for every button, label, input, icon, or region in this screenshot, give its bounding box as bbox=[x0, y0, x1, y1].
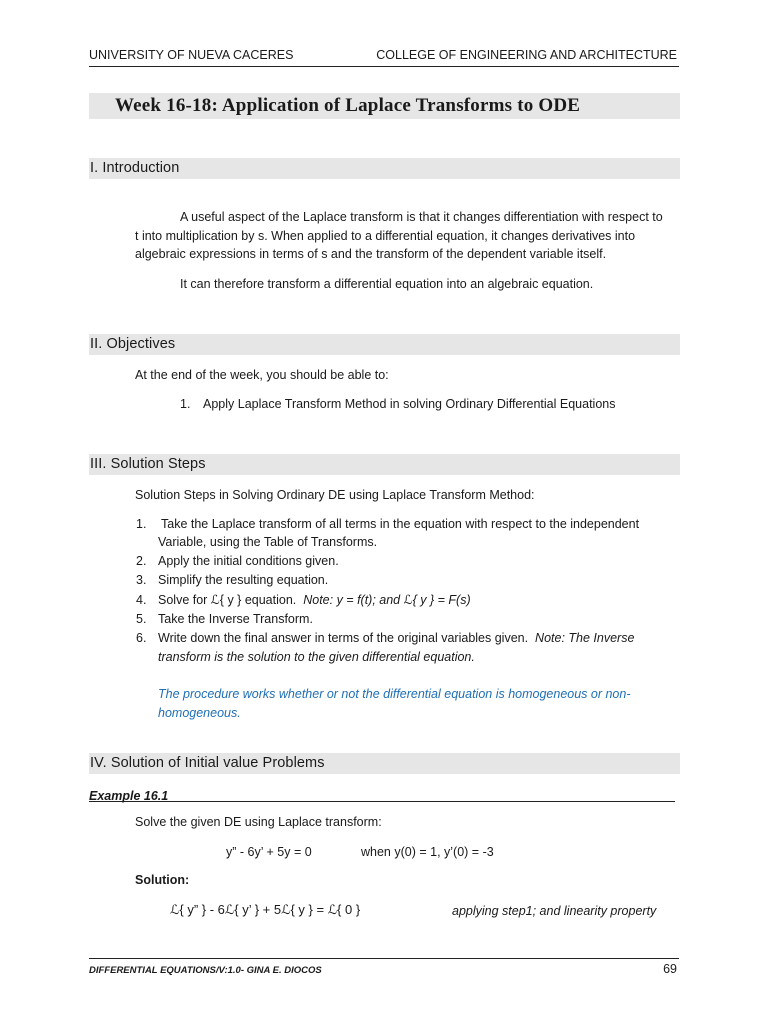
section-heading-text: I. Introduction bbox=[90, 160, 180, 176]
step-number: 4. bbox=[136, 593, 147, 607]
intro-paragraph-line: t into multiplication by s. When applied to a differential equation, it changes derivatives into bbox=[135, 229, 636, 243]
step-text bbox=[158, 629, 634, 648]
footer-course: DIFFERENTIAL EQUATIONS/V:1.0- GINA E. DIOCOS bbox=[89, 965, 322, 976]
page-header bbox=[89, 47, 679, 67]
example-rule bbox=[89, 787, 675, 802]
step-number: 3. bbox=[136, 573, 147, 587]
step-text bbox=[158, 591, 471, 610]
objective-number: 1. bbox=[180, 397, 191, 411]
section-heading-text: III. Solution Steps bbox=[90, 456, 206, 472]
header-university: UNIVERSITY OF NUEVA CACERES bbox=[89, 48, 294, 62]
intro-paragraph-line: A useful aspect of the Laplace transform is that it changes differentiation with respect to bbox=[180, 210, 663, 224]
objectives-lead: At the end of the week, you should be able to: bbox=[135, 368, 389, 382]
step-text: Variable, using the Table of Transforms. bbox=[158, 535, 378, 549]
section-heading-solution-steps bbox=[89, 454, 680, 475]
header-college: COLLEGE OF ENGINEERING AND ARCHITECTURE bbox=[376, 48, 677, 62]
step-text: Take the Inverse Transform. bbox=[158, 612, 313, 626]
step-number: 5. bbox=[136, 612, 147, 626]
step-number: 2. bbox=[136, 554, 147, 568]
solution-label: Solution: bbox=[135, 873, 190, 887]
page-title: Week 16-18: Application of Laplace Transforms to ODE bbox=[115, 95, 581, 116]
section-heading-objectives bbox=[89, 334, 680, 355]
section-heading-introduction bbox=[89, 158, 680, 179]
example-label: Example 16.1 bbox=[89, 789, 169, 803]
title-bar bbox=[89, 93, 680, 119]
step-number: 6. bbox=[136, 631, 147, 645]
step-note: Note: y = f(t); and ℒ{ y } = F(s) bbox=[303, 593, 471, 607]
laplace-step-note: applying step1; and linearity property bbox=[452, 904, 657, 918]
step-text: Take the Laplace transform of all terms in the equation with respect to the independent bbox=[161, 517, 640, 531]
initial-conditions: when y(0) = 1, y’(0) = -3 bbox=[361, 845, 494, 859]
step-text: Simplify the resulting equation. bbox=[158, 573, 329, 587]
step-text-main: Write down the final answer in terms of the original variables given. bbox=[158, 631, 529, 645]
intro-paragraph-2: It can therefore transform a differential equation into an algebraic equation. bbox=[180, 277, 594, 291]
section-heading-initial-value-problems bbox=[89, 753, 680, 774]
steps-remark-line: homogeneous. bbox=[158, 706, 241, 720]
steps-lead: Solution Steps in Solving Ordinary DE using Laplace Transform Method: bbox=[135, 488, 535, 502]
intro-paragraph-line: algebraic expressions in terms of s and the transform of the dependent variable itself. bbox=[135, 247, 607, 261]
step-text: Apply the initial conditions given. bbox=[158, 554, 339, 568]
step-text-main: Solve for ℒ{ y } equation. bbox=[158, 593, 297, 607]
example-prompt: Solve the given DE using Laplace transform: bbox=[135, 815, 382, 829]
step-note-continued: transform is the solution to the given differential equation. bbox=[158, 650, 475, 664]
step-number: 1. bbox=[136, 517, 147, 531]
objective-text: Apply Laplace Transform Method in solving Ordinary Differential Equations bbox=[203, 397, 616, 411]
page-number: 69 bbox=[663, 962, 677, 976]
section-heading-text: IV. Solution of Initial value Problems bbox=[90, 755, 325, 771]
page-footer bbox=[89, 958, 679, 979]
step-note: Note: The Inverse bbox=[535, 631, 635, 645]
section-heading-text: II. Objectives bbox=[90, 336, 176, 352]
steps-remark-line: The procedure works whether or not the differential equation is homogeneous or non- bbox=[158, 687, 631, 701]
laplace-step-equation: ℒ{ y” } - 6ℒ{ y’ } + 5ℒ{ y } = ℒ{ 0 } bbox=[170, 902, 361, 917]
differential-equation: y” - 6y’ + 5y = 0 bbox=[226, 845, 312, 859]
